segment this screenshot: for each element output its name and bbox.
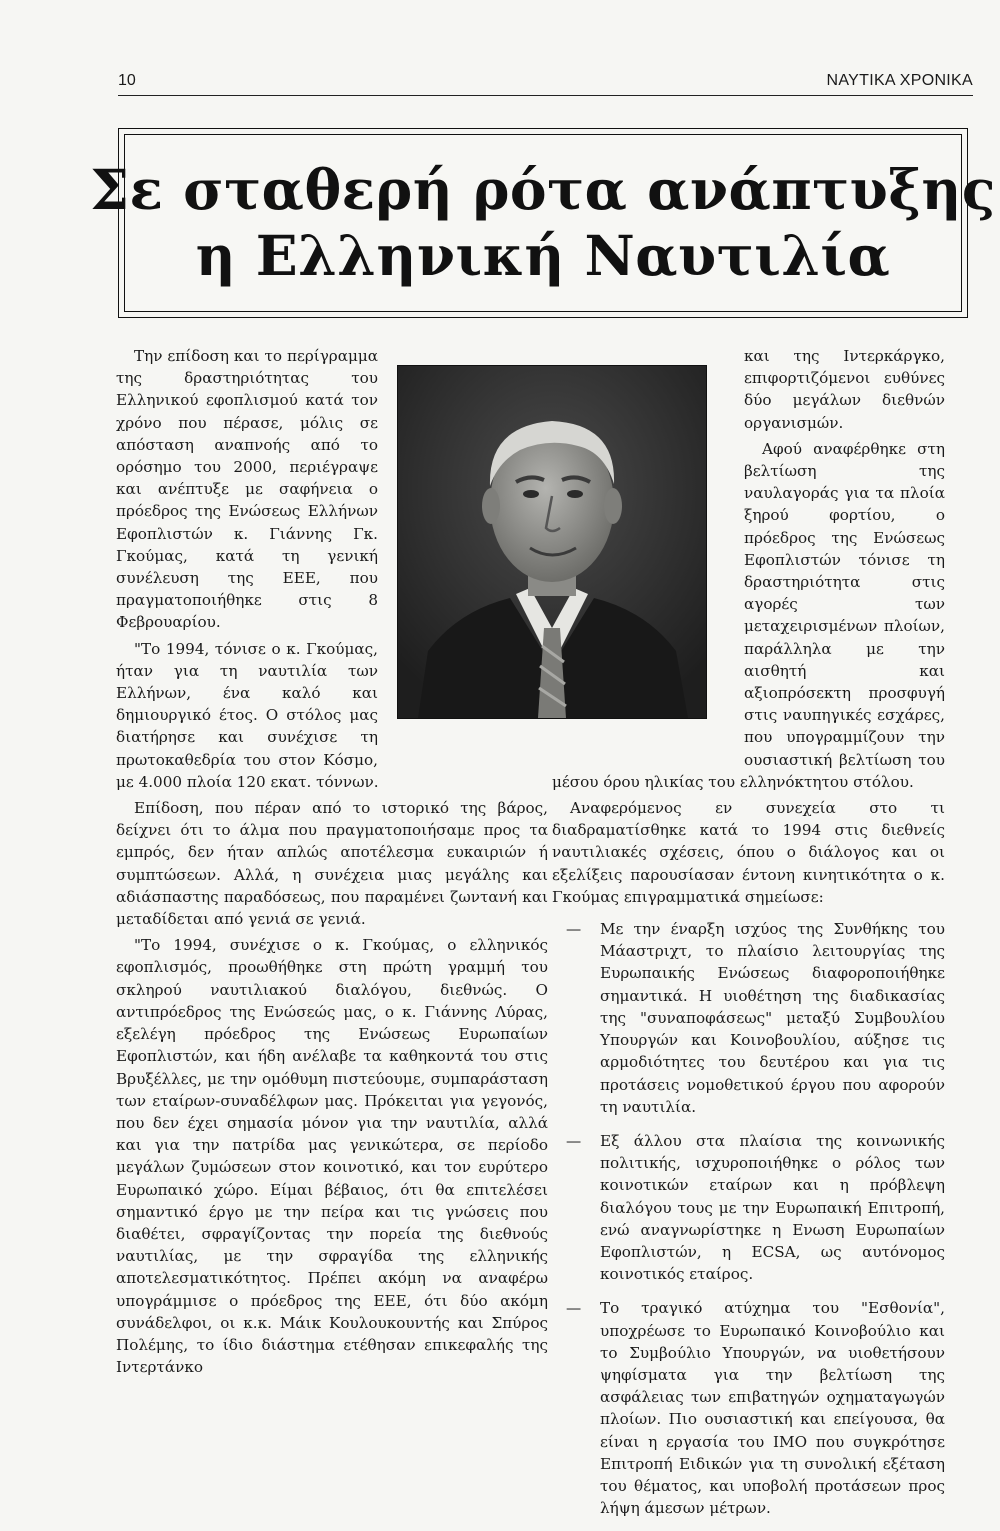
list-item-text: Με την έναρξη ισχύος της Συνθήκης του Μάαστριχτ, το πλαίσιο λειτουργίας της Ευρωπαικής Ενώσεως διαφοροποιήθηκε σημαντικά. Η υιοθέτηση της διαδικασίας της "συναποφάσεως" μεταξύ Συμβουλίου Υπουργών και Κοινοβουλίου, αύξησε τις αρμοδιότητες του δευτέρου και για τις προτάσεις νομοθετικού έργου που αφορούν τη ναυτιλία.	[600, 920, 945, 1116]
list-item	[552, 1130, 945, 1285]
left-eye	[523, 490, 539, 498]
headline-line-1: Σε σταθερή ρότα ανάπτυξης	[90, 157, 996, 222]
portrait-photo	[397, 365, 707, 719]
dash-marker: —	[566, 920, 582, 939]
title-box-inner	[90, 134, 996, 312]
list-item-text: Εξ άλλου στα πλαίσια της κοινωνικής πολιτικής, ισχυροποιήθηκε ο ρόλος των κοινοτικών εταίρων και η πρόβλεψη διαλόγου τους με την Ευρωπαική Επιτροπή, ενώ αναγνωρίστηκε η Ενωση Ευρωπαίων Εφοπλιστών, η ECSA, ως αυτόνομος κοινοτικός εταίρος.	[600, 1131, 945, 1284]
left-paragraph-3: Επίδοση, που πέραν από το ιστορικό της βάρος, δείχνει ότι το άλμα που πραγματοποιήσαμε προς τα εμπρός, δεν ήταν απλώς αποτέλεσμα ευκαιριών ή συμπτώσεων. Αλλά, η συνέχεια μιας μεγάλης και αδιάσπαστης παραδόσεως, που παραμένει ζωντανή και μεταδίδεται από γενιά σε γενιά.	[116, 799, 548, 929]
page-number: 10	[118, 72, 136, 89]
list-item	[552, 1297, 945, 1519]
list-item	[552, 918, 945, 1118]
dash-marker: —	[566, 1131, 582, 1150]
left-paragraph-2: "Το 1994, τόνισε ο κ. Γκούμας, ήταν για τη ναυτιλία των Ελλήνων, ένα καλό και δημιουργικό έτος. Ο στόλος μας διατήρησε και συνέχισε τη πρωτοκαθεδρία του στον Κόσμο, με 4.000 πλοία 120 εκατ. τόννων.	[116, 639, 379, 791]
list-item-text: Το τραγικό ατύχημα του "Εσθονία", υποχρέωσε το Ευρωπαικό Κοινοβούλιο και το Συμβούλιο Υπουργών, να υιοθετήσουν ψηφίσματα για την βελτίωση της ασφάλειας των επιβατηγών οχηματαγωγών πλοίων. Πιο ουσιαστική και επείγουσα, θα είναι η εργασία του ΙΜΟ που συγκρότησε Επιτροπή Ειδικών για τη συνολική εξέταση του θέματος, και υποβολή προτάσεων προς λήψη άμεσων μέτρων.	[600, 1299, 945, 1518]
right-paragraph-2: Αφού αναφέρθηκε στη βελτίωση της ναυλαγοράς για τα πλοία ξηρού φορτίου, ο πρόεδρος της Ενώσεως Εφοπλιστών τόνισε τη δραστηριότητα στις αγορές των μεταχειρισμένων πλοίων, παράλληλα με την αισθητή και αξιοπρόσεκτη προσφυγή στις ναυπηγικές εσχάρες, που υπογραμμίζουν την ουσιαστική βελτίωση του μέσου όρου ηλικίας του ελληνόκτητου στόλου.	[552, 439, 945, 791]
header-rule	[118, 95, 973, 96]
magazine-name: ΝΑΥΤΙΚΑ ΧΡΟΝΙΚΑ	[826, 72, 973, 89]
left-ear	[482, 488, 500, 524]
portrait-image	[398, 366, 706, 718]
left-paragraph-4: "Το 1994, συνέχισε ο κ. Γκούμας, ο ελληνικός εφοπλισμός, προωθήθηκε στη πρώτη γραμμή του σκληρού ναυτιλιακού διαλόγου, διεθνώς. Ο αντιπρόεδρος της Ενώσεώς μας, ο κ. Γιάννης Λύρας, εξελέγη πρόεδρος της Ενώσεως Ευρωπαίων Εφοπλιστών, και ήδη ανέλαβε τα καθηκοντά του στις Βρυξέλλες, με την ομόθυμη πιστεύουμε, συμπαράσταση των εταίρων-συναδέλφων μας. Πρόκειται για γεγονός, που δεν έχει σημασία μόνον για την ναυτιλία, αλλά και για την πατρίδα μας γενικώτερα, σε περίοδο μεγάλων ζυμώσεων στον κοινοτικό, και τον ευρύτερο Ευρωπαικό χώρο. Είμαι βέβαιος, ότι θα επιτελέσει σημαντικό έργο με την πείρα και τις γνώσεις που διαθέτει, σφραγίζοντας την πορεία της διεθνούς ναυτιλίας, με την σφραγίδα της ελληνικής αποτελεσματικότητος. Πρέπει ακόμη να αναφέρω υπογράμμισε ο πρόεδρος της ΕΕΕ, ότι δύο ακόμη συνάδελφοι, οι κ.κ. Μάικ Κουλουκουντής και Σπύρος Πολέμης, το ίδιο διάστημα ετέθησαν επικεφαλής της Ιντερτάνκο	[116, 936, 548, 1377]
right-ear	[604, 488, 622, 524]
right-paragraph-3: Αναφερόμενος εν συνεχεία στο τι διαδραματίσθηκε κατά το 1994 στις διεθνείς ναυτιλιακές σχέσεις, όπου ο διάλογος και οι εξελίξεις παρουσίασαν έντονη κινητικότητα ο κ. Γκούμας επιγραμματικά σημείωσε:	[552, 799, 945, 906]
title-box	[90, 128, 996, 318]
right-paragraph-1: και της Ιντερκάργκο, επιφορτιζόμενοι ευθύνες δύο μεγάλων διεθνών οργανισμών.	[744, 347, 945, 432]
bullet-list	[552, 918, 945, 1519]
headline-line-2: η Ελληνική Ναυτιλία	[195, 223, 891, 288]
right-eye	[567, 490, 583, 498]
dash-marker: —	[566, 1299, 582, 1318]
left-paragraph-1: Την επίδοση και το περίγραμμα της δραστηριότητας του Ελληνικού εφοπλισμού κατά τον χρόνο που πέρασε, μόλις σε απόσταση αναπνοής από το ορόσημο του 2000, περιέγραψε και ανέπτυξε με σαφήνεια ο πρόεδρος της Ενώσεως Ελλήνων Εφοπλιστών κ. Γιάννης Γκ. Γκούμας, κατά τη γενική συνέλευση της ΕΕΕ, που πραγματοποιήθηκε στις 8 Φεβρουαρίου.	[116, 347, 378, 632]
